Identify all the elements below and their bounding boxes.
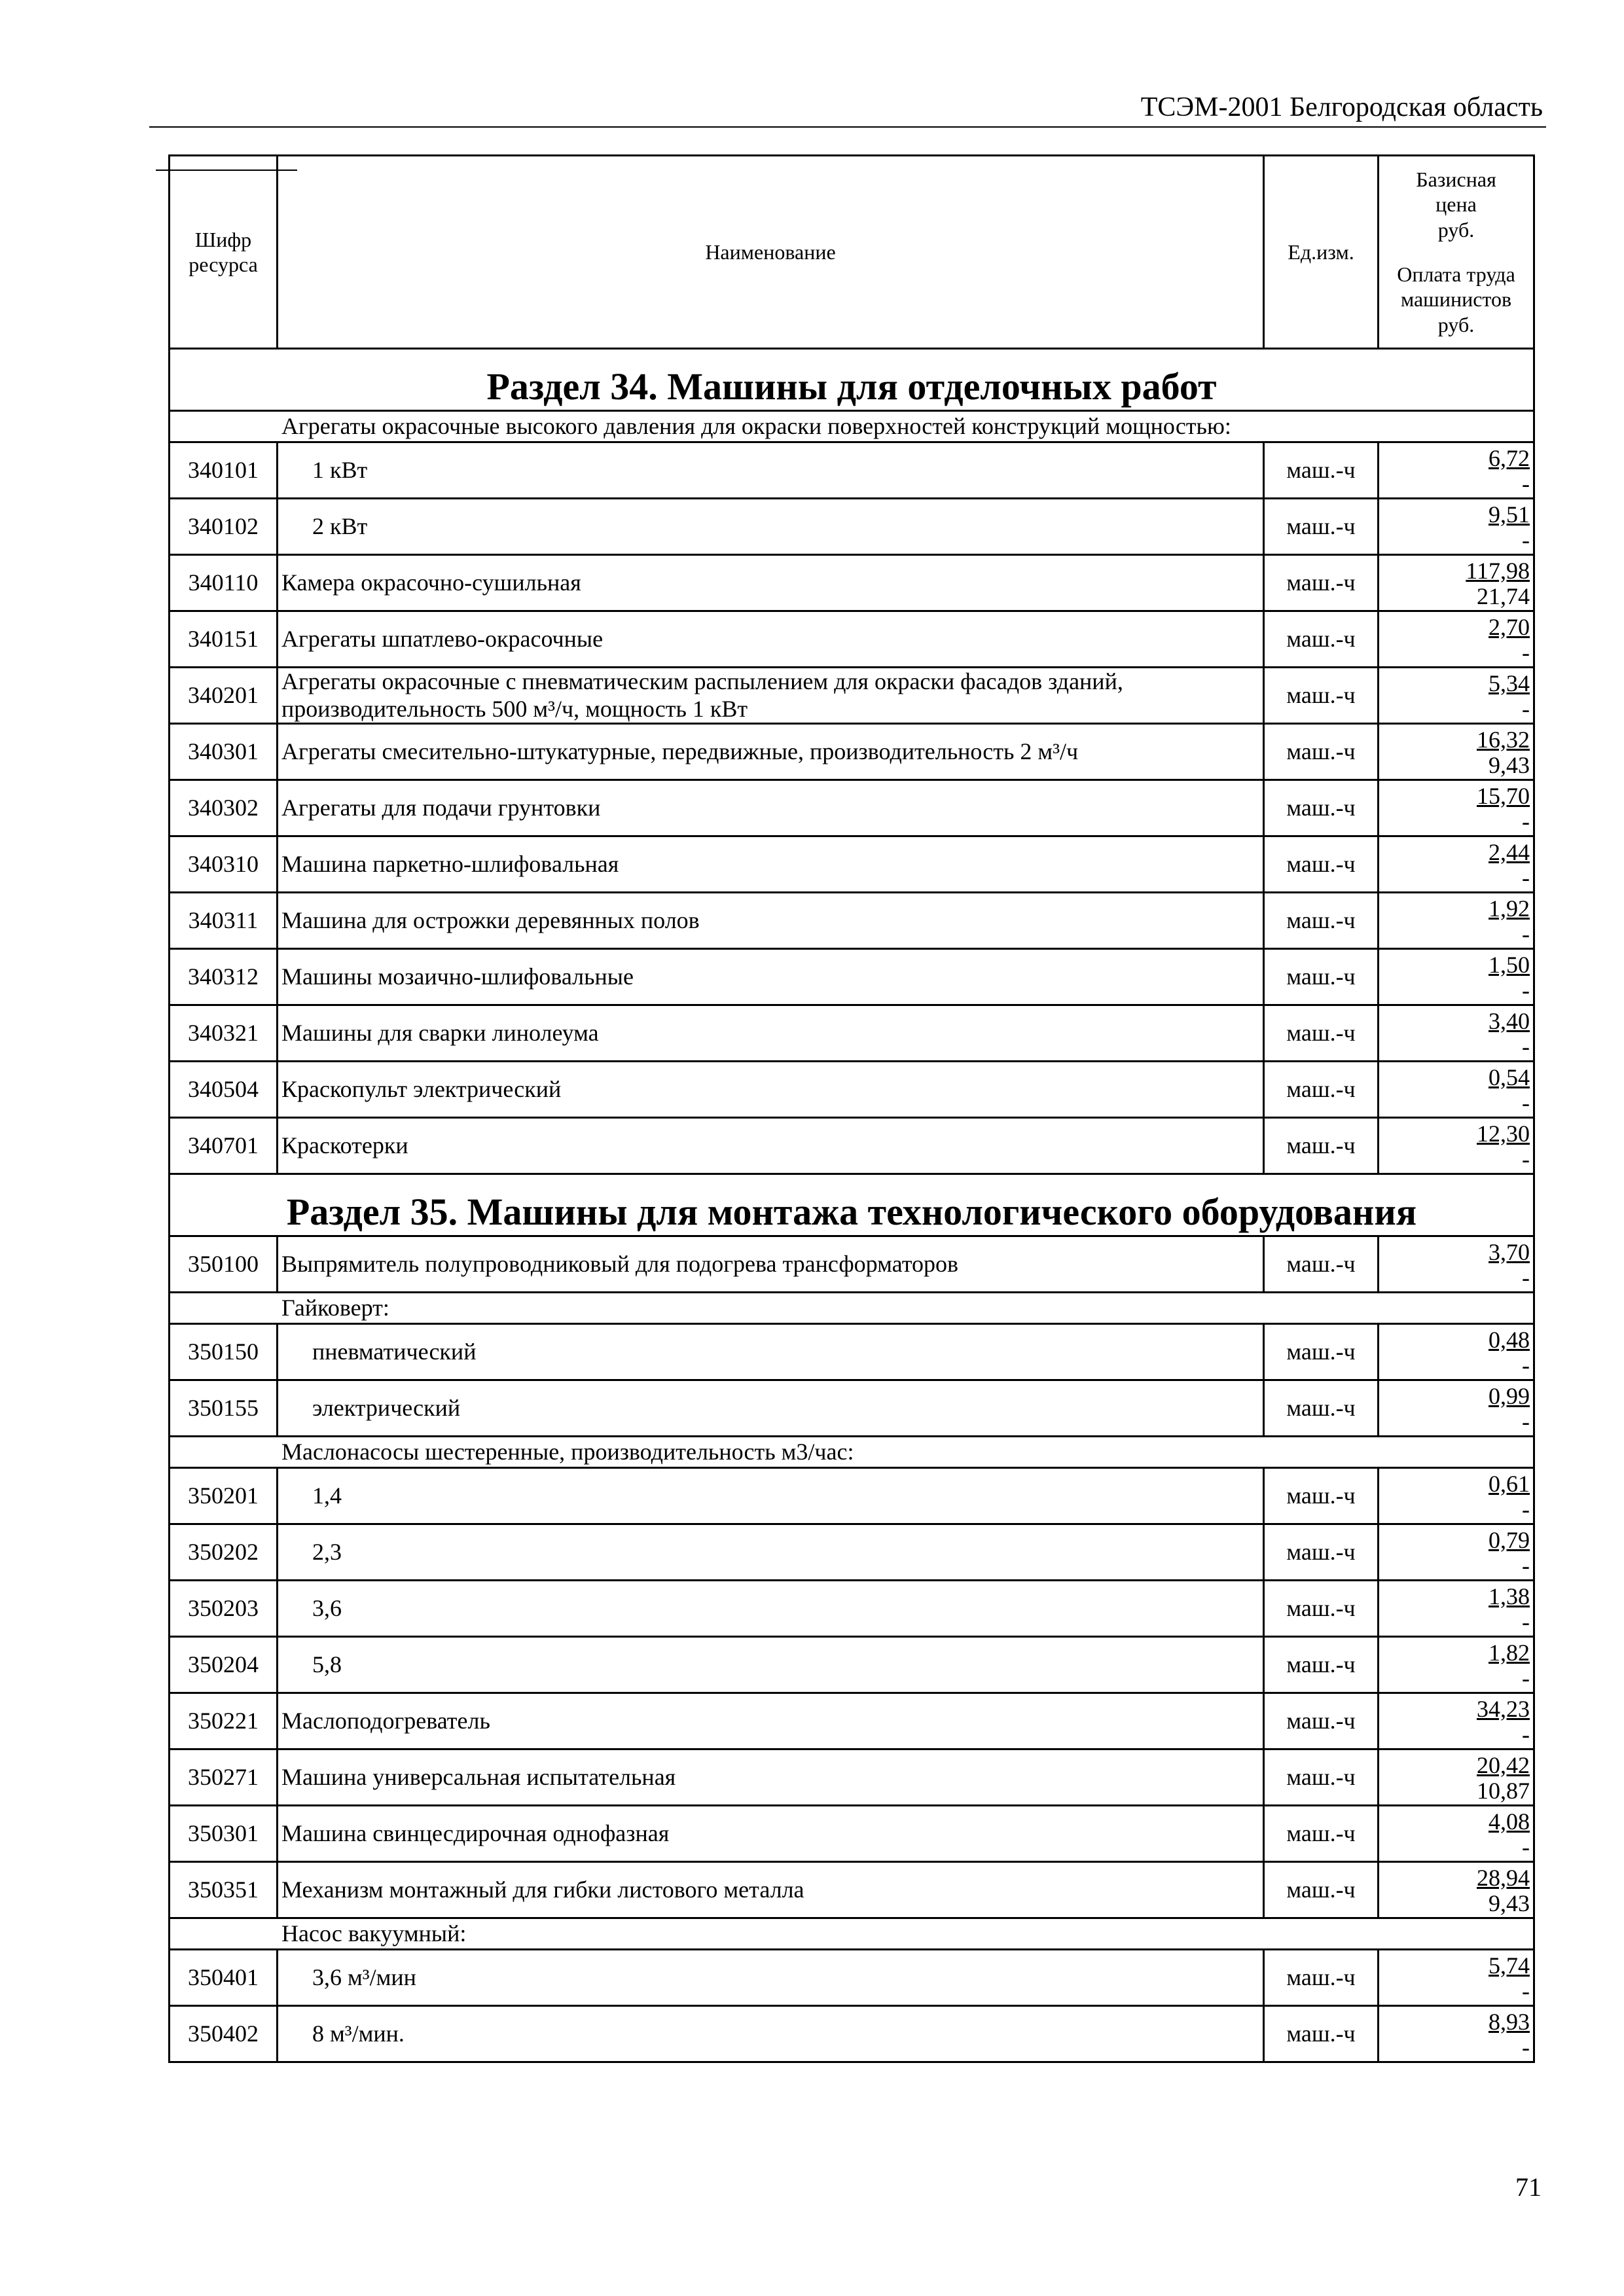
- unit-of-measure: маш.-ч: [1264, 1062, 1379, 1118]
- base-price: 3,40: [1489, 1007, 1530, 1034]
- price-cell: [1379, 949, 1534, 1005]
- unit-of-measure: маш.-ч: [1264, 1524, 1379, 1581]
- table-row: [170, 1468, 1534, 1524]
- unit-of-measure: маш.-ч: [1264, 1380, 1379, 1437]
- resource-name: 2,3: [278, 1524, 1264, 1581]
- resource-name: Машины для сварки линолеума: [278, 1005, 1264, 1062]
- operator-labor-cost: 10,87: [1477, 1778, 1530, 1804]
- resource-code: 340101: [170, 442, 278, 499]
- resource-code: 340151: [170, 611, 278, 668]
- group-subheading-row: [170, 1918, 1534, 1950]
- table-row: [170, 1524, 1534, 1581]
- table-row: [170, 1581, 1534, 1637]
- operator-labor-cost: -: [1522, 1265, 1530, 1291]
- resource-code: 350301: [170, 1806, 278, 1862]
- operator-labor-cost: -: [1522, 1721, 1530, 1748]
- table-row: [170, 1637, 1534, 1693]
- operator-labor-cost: -: [1522, 1665, 1530, 1692]
- document-header-title: ТСЭМ-2001 Белгородская область: [1140, 92, 1543, 122]
- labor-header-line: Оплата труда: [1397, 262, 1515, 286]
- group-subheading-text: Агрегаты окрасочные высокого давления для окраски поверхностей конструкций мощностью:: [281, 412, 1231, 439]
- unit-of-measure: маш.-ч: [1264, 1862, 1379, 1918]
- resource-code: 340102: [170, 499, 278, 555]
- base-price: 0,54: [1489, 1064, 1530, 1090]
- unit-of-measure: маш.-ч: [1264, 1236, 1379, 1293]
- resource-name: Краскопульт электрический: [278, 1062, 1264, 1118]
- resource-name: Маслоподогреватель: [278, 1693, 1264, 1749]
- base-price: 5,34: [1489, 670, 1530, 696]
- group-subheading-row: [170, 1293, 1534, 1324]
- price-cell: [1379, 1693, 1534, 1749]
- table-row: [170, 836, 1534, 893]
- unit-of-measure: маш.-ч: [1264, 555, 1379, 611]
- operator-labor-cost: -: [1522, 1090, 1530, 1117]
- group-subheading: [170, 1437, 1534, 1468]
- resource-code: 350201: [170, 1468, 278, 1524]
- unit-of-measure: маш.-ч: [1264, 1118, 1379, 1174]
- operator-labor-cost: -: [1522, 1033, 1530, 1060]
- table-row: [170, 1862, 1534, 1918]
- price-cell: [1379, 1749, 1534, 1806]
- group-subheading-text: Маслонасосы шестеренные, производительность м3/час:: [281, 1438, 854, 1465]
- unit-of-measure: маш.-ч: [1264, 1581, 1379, 1637]
- resource-name: Агрегаты для подачи грунтовки: [278, 780, 1264, 836]
- resource-name: пневматический: [278, 1324, 1264, 1380]
- price-cell: [1379, 1380, 1534, 1437]
- table-row: [170, 893, 1534, 949]
- resource-name: Машина для острожки деревянных полов: [278, 893, 1264, 949]
- table-row: [170, 1324, 1534, 1380]
- resource-code: 340110: [170, 555, 278, 611]
- price-cell: [1379, 1062, 1534, 1118]
- group-subheading-row: [170, 1437, 1534, 1468]
- resource-code: 340311: [170, 893, 278, 949]
- base-price: 0,79: [1489, 1526, 1530, 1553]
- base-price: 2,44: [1489, 838, 1530, 865]
- table-row: [170, 442, 1534, 499]
- column-header-name: Наименование: [278, 156, 1264, 349]
- price-cell: [1379, 1524, 1534, 1581]
- table-row: [170, 1749, 1534, 1806]
- section-title-row: [170, 349, 1534, 411]
- table-header-row: [170, 156, 1534, 349]
- operator-labor-cost: -: [1522, 471, 1530, 497]
- table-row: [170, 1062, 1534, 1118]
- resource-code: 340312: [170, 949, 278, 1005]
- operator-labor-cost: -: [1522, 696, 1530, 723]
- base-price: 16,32: [1477, 726, 1530, 753]
- group-subheading-text: Насос вакуумный:: [281, 1920, 467, 1946]
- section-title: Раздел 34. Машины для отделочных работ: [170, 349, 1534, 411]
- resource-code: 340701: [170, 1118, 278, 1174]
- base-price: 6,72: [1489, 444, 1530, 471]
- group-subheading-row: [170, 411, 1534, 442]
- unit-of-measure: маш.-ч: [1264, 499, 1379, 555]
- resource-code: 350150: [170, 1324, 278, 1380]
- operator-labor-cost: 21,74: [1477, 583, 1530, 610]
- price-cell: [1379, 1806, 1534, 1862]
- base-price: 9,51: [1489, 501, 1530, 528]
- resource-name: 2 кВт: [278, 499, 1264, 555]
- resource-name: Машины мозаично-шлифовальные: [278, 949, 1264, 1005]
- table-row: [170, 1806, 1534, 1862]
- price-cell: [1379, 724, 1534, 780]
- price-cell: [1379, 499, 1534, 555]
- table-row: [170, 555, 1534, 611]
- resource-name: Механизм монтажный для гибки листового металла: [278, 1862, 1264, 1918]
- operator-labor-cost: -: [1522, 1496, 1530, 1523]
- table-row: [170, 780, 1534, 836]
- base-price: 1,50: [1489, 951, 1530, 978]
- resource-code: 350155: [170, 1380, 278, 1437]
- unit-of-measure: маш.-ч: [1264, 1005, 1379, 1062]
- table-row: [170, 1236, 1534, 1293]
- resource-name: Агрегаты шпатлево-окрасочные: [278, 611, 1264, 668]
- unit-of-measure: маш.-ч: [1264, 1637, 1379, 1693]
- operator-labor-cost: -: [1522, 2034, 1530, 2061]
- resource-name: Выпрямитель полупроводниковый для подогрева трансформаторов: [278, 1236, 1264, 1293]
- resource-price-table: [168, 154, 1535, 2063]
- labor-header-line: руб.: [1437, 312, 1475, 336]
- resource-code: 350204: [170, 1637, 278, 1693]
- operator-labor-cost: -: [1522, 865, 1530, 891]
- resource-name: Агрегаты окрасочные с пневматическим распылением для окраски фасадов зданий, производительность 500 м³/ч, мощность 1 кВт: [278, 668, 1264, 724]
- base-price: 8,93: [1489, 2008, 1530, 2035]
- price-cell: [1379, 1950, 1534, 2006]
- resource-name: Машина универсальная испытательная: [278, 1749, 1264, 1806]
- resource-name: Машина паркетно-шлифовальная: [278, 836, 1264, 893]
- price-cell: [1379, 1581, 1534, 1637]
- operator-labor-cost: -: [1522, 1609, 1530, 1636]
- unit-of-measure: маш.-ч: [1264, 1950, 1379, 2006]
- base-price: 5,74: [1489, 1952, 1530, 1979]
- unit-of-measure: маш.-ч: [1264, 611, 1379, 668]
- resource-code: 340302: [170, 780, 278, 836]
- resource-name: 1,4: [278, 1468, 1264, 1524]
- operator-labor-cost: -: [1522, 1552, 1530, 1579]
- price-cell: [1379, 1236, 1534, 1293]
- unit-of-measure: маш.-ч: [1264, 949, 1379, 1005]
- operator-labor-cost: -: [1522, 808, 1530, 835]
- unit-of-measure: маш.-ч: [1264, 442, 1379, 499]
- base-price: 20,42: [1477, 1751, 1530, 1778]
- resource-name: Машина свинцесдирочная однофазная: [278, 1806, 1264, 1862]
- price-cell: [1379, 1005, 1534, 1062]
- resource-code: 350100: [170, 1236, 278, 1293]
- table-row: [170, 668, 1534, 724]
- base-price: 4,08: [1489, 1808, 1530, 1835]
- price-cell: [1379, 668, 1534, 724]
- unit-of-measure: маш.-ч: [1264, 836, 1379, 893]
- group-subheading-text: Гайковерт:: [281, 1294, 389, 1321]
- table-row: [170, 724, 1534, 780]
- base-price: 15,70: [1477, 782, 1530, 809]
- resource-name: 1 кВт: [278, 442, 1264, 499]
- price-cell: [1379, 780, 1534, 836]
- price-cell: [1379, 611, 1534, 668]
- price-header-line: руб.: [1437, 217, 1475, 242]
- unit-of-measure: маш.-ч: [1264, 1324, 1379, 1380]
- labor-header-line: машинистов: [1400, 287, 1512, 312]
- base-price: 1,82: [1489, 1639, 1530, 1666]
- price-cell: [1379, 555, 1534, 611]
- unit-of-measure: маш.-ч: [1264, 1468, 1379, 1524]
- resource-code: 340301: [170, 724, 278, 780]
- base-price: 0,99: [1489, 1382, 1530, 1409]
- resource-name: 8 м³/мин.: [278, 2006, 1264, 2062]
- group-subheading: [170, 1293, 1534, 1324]
- base-price: 117,98: [1466, 557, 1530, 584]
- price-cell: [1379, 836, 1534, 893]
- unit-of-measure: маш.-ч: [1264, 724, 1379, 780]
- group-subheading: [170, 411, 1534, 442]
- section-title-row: [170, 1174, 1534, 1236]
- table-row: [170, 611, 1534, 668]
- resource-code: 350271: [170, 1749, 278, 1806]
- table-row: [170, 1693, 1534, 1749]
- table-row: [170, 949, 1534, 1005]
- table-row: [170, 2006, 1534, 2062]
- column-header-code: Шифр ресурса: [170, 156, 278, 349]
- operator-labor-cost: 9,43: [1489, 1890, 1530, 1917]
- resource-code: 350401: [170, 1950, 278, 2006]
- table-row: [170, 1950, 1534, 2006]
- base-price: 0,61: [1489, 1470, 1530, 1497]
- resource-code: 340504: [170, 1062, 278, 1118]
- resource-name: Камера окрасочно-сушильная: [278, 555, 1264, 611]
- table-row: [170, 1380, 1534, 1437]
- base-price: 3,70: [1489, 1238, 1530, 1265]
- base-price: 1,92: [1489, 895, 1530, 922]
- resource-code: 350202: [170, 1524, 278, 1581]
- resource-code: 350203: [170, 1581, 278, 1637]
- price-cell: [1379, 1468, 1534, 1524]
- resource-code: 350221: [170, 1693, 278, 1749]
- operator-labor-cost: -: [1522, 1146, 1530, 1173]
- operator-labor-cost: -: [1522, 1408, 1530, 1435]
- table-row: [170, 1005, 1534, 1062]
- table-row: [170, 499, 1534, 555]
- operator-labor-cost: -: [1522, 921, 1530, 948]
- resource-code: 340201: [170, 668, 278, 724]
- base-price: 28,94: [1477, 1864, 1530, 1891]
- resource-code: 350402: [170, 2006, 278, 2062]
- price-cell: [1379, 1637, 1534, 1693]
- resource-name: Краскотерки: [278, 1118, 1264, 1174]
- unit-of-measure: маш.-ч: [1264, 893, 1379, 949]
- section-title: Раздел 35. Машины для монтажа технологического оборудования: [170, 1174, 1534, 1236]
- price-cell: [1379, 1118, 1534, 1174]
- unit-of-measure: маш.-ч: [1264, 2006, 1379, 2062]
- column-header-price: [1379, 156, 1534, 349]
- unit-of-measure: маш.-ч: [1264, 780, 1379, 836]
- resource-name: 5,8: [278, 1637, 1264, 1693]
- operator-labor-cost: -: [1522, 639, 1530, 666]
- base-price: 12,30: [1477, 1120, 1530, 1147]
- price-cell: [1379, 442, 1534, 499]
- price-header-line: Базисная: [1416, 167, 1496, 191]
- price-cell: [1379, 1324, 1534, 1380]
- group-subheading: [170, 1918, 1534, 1950]
- price-cell: [1379, 893, 1534, 949]
- resource-name: 3,6: [278, 1581, 1264, 1637]
- operator-labor-cost: -: [1522, 977, 1530, 1004]
- unit-of-measure: маш.-ч: [1264, 668, 1379, 724]
- operator-labor-cost: -: [1522, 527, 1530, 554]
- price-cell: [1379, 2006, 1534, 2062]
- base-price: 1,38: [1489, 1583, 1530, 1609]
- column-header-unit: Ед.изм.: [1264, 156, 1379, 349]
- resource-name: электрический: [278, 1380, 1264, 1437]
- operator-labor-cost: -: [1522, 1352, 1530, 1379]
- resource-name: Агрегаты смесительно-штукатурные, передвижные, производительность 2 м³/ч: [278, 724, 1264, 780]
- base-price: 2,70: [1489, 613, 1530, 640]
- operator-labor-cost: -: [1522, 1978, 1530, 2005]
- operator-labor-cost: 9,43: [1489, 752, 1530, 779]
- base-price: 34,23: [1477, 1695, 1530, 1722]
- operator-labor-cost: -: [1522, 1834, 1530, 1861]
- page-number: 71: [1515, 2172, 1542, 2202]
- header-divider: [149, 126, 1546, 128]
- table-row: [170, 1118, 1534, 1174]
- price-cell: [1379, 1862, 1534, 1918]
- unit-of-measure: маш.-ч: [1264, 1749, 1379, 1806]
- resource-code: 340321: [170, 1005, 278, 1062]
- price-header-line: цена: [1435, 192, 1477, 217]
- resource-code: 340310: [170, 836, 278, 893]
- resource-code: 350351: [170, 1862, 278, 1918]
- base-price: 0,48: [1489, 1326, 1530, 1353]
- resource-name: 3,6 м³/мин: [278, 1950, 1264, 2006]
- unit-of-measure: маш.-ч: [1264, 1806, 1379, 1862]
- unit-of-measure: маш.-ч: [1264, 1693, 1379, 1749]
